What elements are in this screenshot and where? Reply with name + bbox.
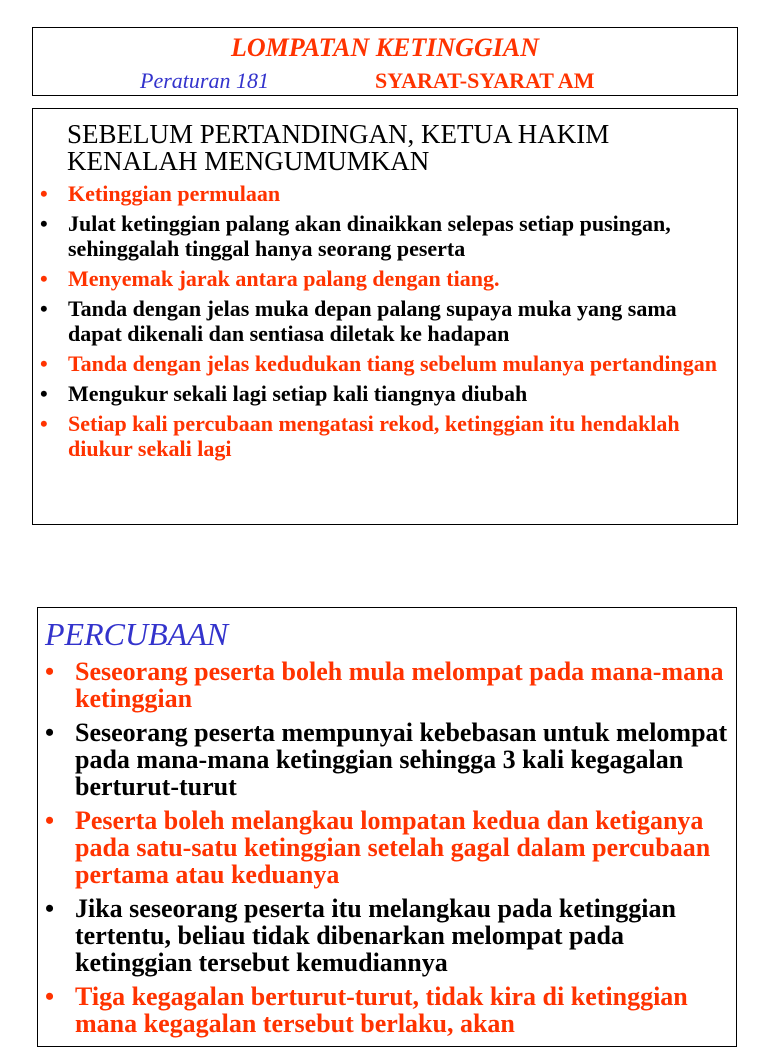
bullet-icon: • [45,894,55,923]
attempts-heading: PERCUBAAN [45,616,229,652]
attempts-panel [37,607,737,1047]
bullet-icon: • [45,982,55,1011]
list-item [39,351,734,376]
list-item-text: Tanda dengan jelas kedudukan tiang sebelum mulanya pertandingan [68,351,717,376]
bullet-icon: • [40,211,48,236]
list-item [44,719,734,800]
list-item [44,807,734,888]
list-item [44,895,734,976]
announcement-panel [32,108,738,525]
list-item [44,658,734,712]
list-item-text: Peserta boleh melangkau lompatan kedua dan ketiganya pada satu-satu ketinggian setelah gagal dalam percubaan pertama atau keduanya [75,806,711,889]
list-item-text: Ketinggian permulaan [68,181,281,206]
list-item-text: Setiap kali percubaan mengatasi rekod, ketinggian itu hendaklah diukur sekali lagi [68,411,680,461]
list-item [44,983,734,1037]
bullet-icon: • [45,718,55,747]
list-item [39,296,734,346]
bullet-icon: • [40,266,48,291]
announcement-heading: SEBELUM PERTANDINGAN, KETUA HAKIM KENALAH MENGUMUMKAN [67,119,610,176]
list-item-text: Menyemak jarak antara palang dengan tiang. [68,266,500,291]
bullet-icon: • [40,351,48,376]
list-item-text: Jika seseorang peserta itu melangkau pada ketinggian tertentu, beliau tidak dibenarkan melompat pada ketinggian tersebut kemudiannya [75,894,676,977]
list-item [39,411,734,461]
title-panel [32,27,738,96]
list-item-text: Seseorang peserta mempunyai kebebasan untuk melompat pada mana-mana ketinggian sehingga 3 kali kegagalan berturut-turut [75,718,728,801]
bullet-icon: • [40,411,48,436]
list-item-text: Tanda dengan jelas muka depan palang supaya muka yang sama dapat dikenali dan sentiasa diletak ke hadapan [68,296,677,346]
list-item-text: Mengukur sekali lagi setiap kali tiangnya diubah [68,381,528,406]
bullet-icon: • [45,657,55,686]
announcement-list [39,181,734,466]
list-item-text: Seseorang peserta boleh mula melompat pada mana-mana ketinggian [75,657,724,713]
slide-title: LOMPATAN KETINGGIAN [231,33,539,62]
rule-number: Peraturan 181 [140,68,269,93]
bullet-icon: • [40,296,48,321]
section-title: SYARAT-SYARAT AM [375,68,595,93]
bullet-icon: • [40,381,48,406]
bullet-icon: • [45,806,55,835]
bullet-icon: • [40,181,48,206]
list-item-text: Julat ketinggian palang akan dinaikkan selepas setiap pusingan, sehinggalah tinggal hanya seorang peserta [68,211,671,261]
list-item-text: Tiga kegagalan berturut-turut, tidak kira di ketinggian mana kegagalan tersebut berlaku, akan [75,982,688,1038]
list-item [39,266,734,291]
list-item [39,181,734,206]
list-item [39,211,734,261]
attempts-list [44,658,734,1044]
list-item [39,381,734,406]
